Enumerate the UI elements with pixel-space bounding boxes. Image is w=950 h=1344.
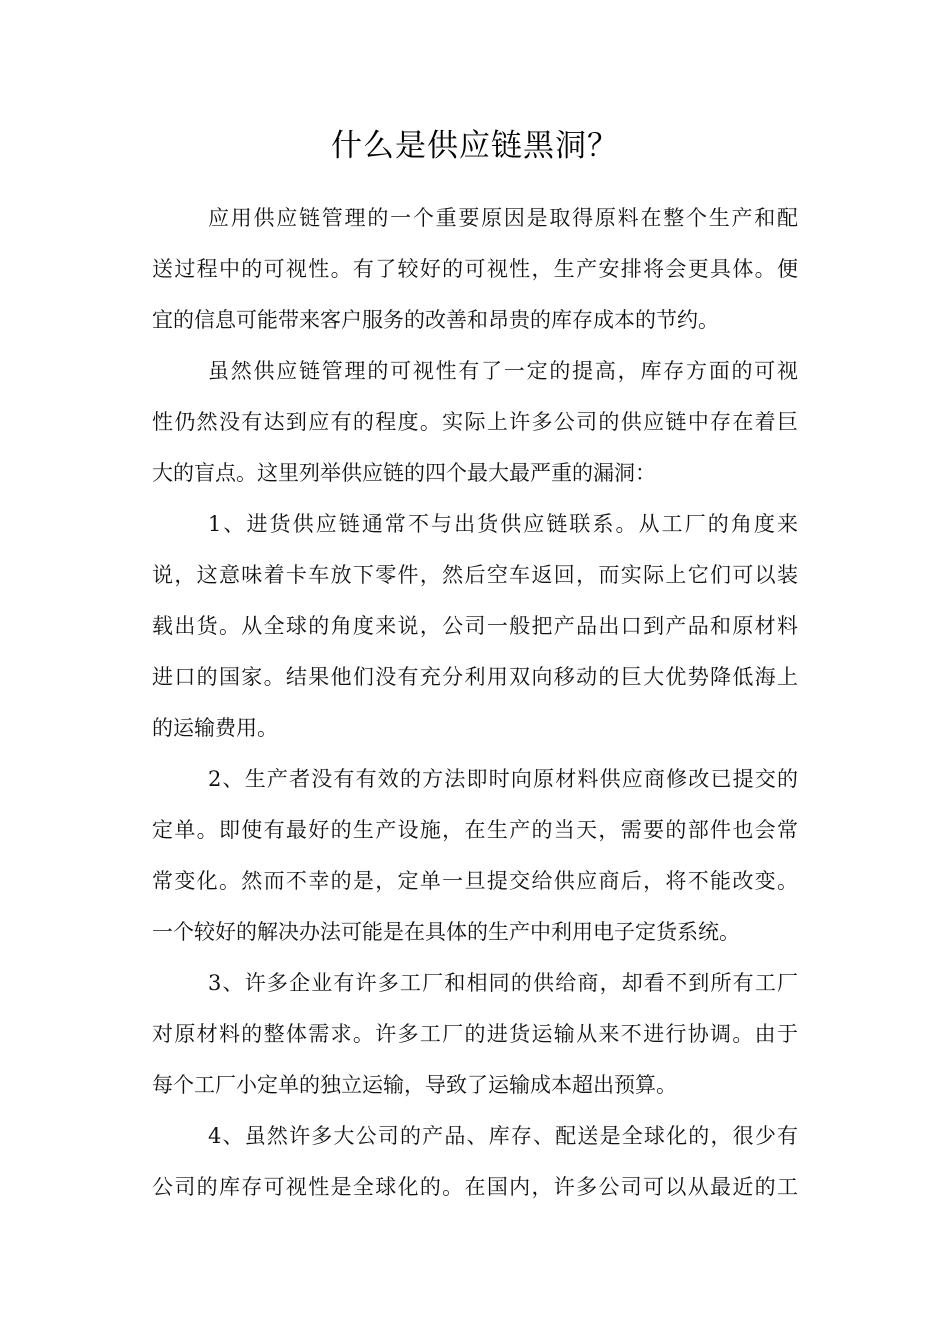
paragraph-4-line-2: 定单。即使有最好的生产设施，在生产的当天，需要的部件也会常	[152, 818, 798, 842]
paragraph-1-line-3: 宜的信息可能带来客户服务的改善和昂贵的库存成本的节约。	[152, 308, 719, 332]
paragraph-4-line-3: 常变化。然而不幸的是，定单一旦提交给供应商后，将不能改变。	[152, 869, 798, 893]
paragraph-6-line-2: 公司的库存可视性是全球化的。在国内，许多公司可以从最近的工	[152, 1175, 798, 1199]
paragraph-2-line-1: 虽然供应链管理的可视性有了一定的提高，库存方面的可视	[208, 359, 798, 383]
paragraph-3-line-1: 1、进货供应链通常不与出货供应链联系。从工厂的角度来	[208, 512, 798, 536]
paragraph-5-line-1: 3、许多企业有许多工厂和相同的供给商，却看不到所有工厂	[208, 971, 798, 995]
paragraph-3-line-4: 进口的国家。结果他们没有充分利用双向移动的巨大优势降低海上	[152, 665, 798, 689]
paragraph-3-line-3: 载出货。从全球的角度来说，公司一般把产品出口到产品和原材料	[152, 614, 798, 638]
paragraph-5-line-3: 每个工厂小定单的独立运输，导致了运输成本超出预算。	[152, 1073, 677, 1097]
paragraph-5-line-2: 对原材料的整体需求。许多工厂的进货运输从来不进行协调。由于	[152, 1022, 798, 1046]
paragraph-1-line-1: 应用供应链管理的一个重要原因是取得原料在整个生产和配	[208, 206, 798, 230]
paragraph-4-line-1: 2、生产者没有有效的方法即时向原材料供应商修改已提交的	[208, 767, 798, 791]
paragraph-2-line-3: 大的盲点。这里列举供应链的四个最大最严重的漏洞：	[152, 461, 656, 485]
paragraph-2-line-2: 性仍然没有达到应有的程度。实际上许多公司的供应链中存在着巨	[152, 410, 798, 434]
paragraph-3-line-2: 说，这意味着卡车放下零件，然后空车返回，而实际上它们可以装	[152, 563, 798, 587]
paragraph-3-line-5: 的运输费用。	[152, 716, 278, 740]
paragraph-6-line-1: 4、虽然许多大公司的产品、库存、配送是全球化的，很少有	[208, 1124, 798, 1148]
paragraph-1-line-2: 送过程中的可视性。有了较好的可视性，生产安排将会更具体。便	[152, 257, 798, 281]
document-title: 什么是供应链黑洞？	[331, 128, 619, 164]
paragraph-4-line-4: 一个较好的解决办法可能是在具体的生产中利用电子定货系统。	[152, 920, 740, 944]
